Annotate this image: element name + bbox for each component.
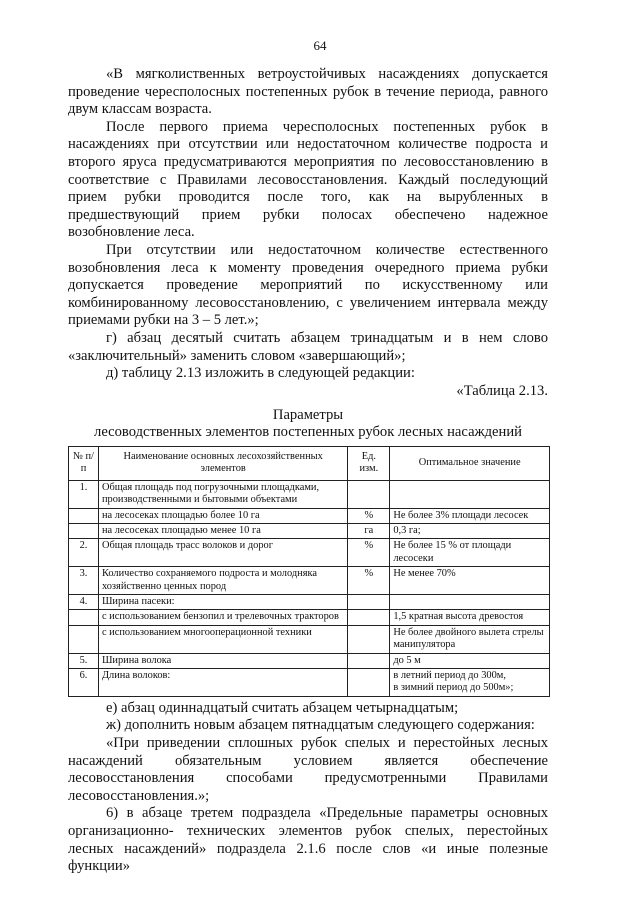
table-caption-title: Параметры	[272, 407, 344, 424]
cell-name: Ширина волока	[98, 653, 347, 668]
cell-num: 3.	[69, 567, 99, 595]
paragraph-7: ж) дополнить новым абзацем пятнадцатым следующего содержания:	[106, 717, 535, 734]
cell-num	[69, 523, 99, 538]
cell-name: Общая площадь под погрузочными площадками, производственными и бытовыми объектами	[98, 480, 347, 508]
table-row	[69, 625, 550, 653]
table-row	[69, 480, 550, 508]
cell-value	[390, 480, 550, 508]
cell-value	[390, 594, 550, 609]
cell-unit	[348, 610, 390, 625]
paragraph-3: При отсутствии или недостаточном количестве естественного возобновления леса к моменту проведения очередного приема рубки допускается проведение мероприятий по искусственному или комбинированному лесовосстановлению, с увеличением интервала между приемами рубки на 3 – 5 лет.»;	[68, 241, 548, 329]
paragraph-4: г) абзац десятый считать абзацем тринадцатым и в нем слово «заключительный» заменить словом «завершающий»;	[68, 329, 548, 364]
cell-unit	[348, 668, 390, 696]
cell-value: Не более двойного вылета стрелы манипулятора	[390, 625, 550, 653]
table-row	[69, 594, 550, 609]
cell-name: на лесосеках площадью менее 10 га	[98, 523, 347, 538]
cell-unit: %	[348, 567, 390, 595]
header-num: № п/п	[69, 446, 99, 480]
cell-num	[69, 625, 99, 653]
page-number: 64	[313, 38, 327, 53]
parameters-table	[68, 446, 550, 697]
table-row	[69, 653, 550, 668]
paragraph-8: «При приведении сплошных рубок спелых и перестойных лесных насаждений обязательным условием является обеспечение лесовосстановления способами предусмотренными Правилами лесовосстановления.»;	[68, 734, 548, 804]
cell-unit	[348, 625, 390, 653]
cell-value: 1,5 кратная высота древостоя	[390, 610, 550, 625]
cell-name: на лесосеках площадью более 10 га	[98, 508, 347, 523]
cell-unit	[348, 653, 390, 668]
cell-unit	[348, 480, 390, 508]
cell-value: Не более 15 % от площади лесосеки	[390, 539, 550, 567]
header-unit: Ед. изм.	[348, 446, 390, 480]
cell-name: Ширина пасеки:	[98, 594, 347, 609]
cell-name: с использованием многооперационной техники	[98, 625, 347, 653]
paragraph-5: д) таблицу 2.13 изложить в следующей редакции:	[106, 365, 415, 382]
cell-num: 6.	[69, 668, 99, 696]
paragraph-9: 6) в абзаце третем подраздела «Предельные параметры основных организационно- технических элементов рубок спелых, перестойных лесных насаждений» подраздела 2.1.6 после слов «и иные полезные функции»	[68, 805, 548, 875]
cell-name: Длина волоков:	[98, 668, 347, 696]
paragraph-2: После первого приема чересполосных постепенных рубок в насаждениях при отсутствии или недостаточном количестве подроста и второго яруса предусматриваются мероприятия по лесовосстановлению в соответствие с Правилами лесовосстановления. Каждый последующий прием рубки проводится после того, как на вырубленных в предшествующий прием рубки полосах обеспечено надежное возобновление леса.	[68, 118, 548, 241]
table-header-row	[69, 446, 550, 480]
cell-num: 5.	[69, 653, 99, 668]
cell-name: Общая площадь трасс волоков и дорог	[98, 539, 347, 567]
table-row	[69, 508, 550, 523]
cell-name: с использованием бензопил и трелевочных тракторов	[98, 610, 347, 625]
table-row	[69, 523, 550, 538]
cell-value: до 5 м	[390, 653, 550, 668]
table-row	[69, 610, 550, 625]
paragraph-1: «В мягколиственных ветроустойчивых насаждениях допускается проведение чересполосных постепенных рубок в течение периода, равного двум классам возраста.	[68, 66, 548, 118]
cell-num: 4.	[69, 594, 99, 609]
cell-num: 1.	[69, 480, 99, 508]
table-caption-subtitle: лесоводственных элементов постепенных рубок лесных насаждений	[94, 424, 522, 441]
header-name: Наименование основных лесохозяйственных элементов	[98, 446, 347, 480]
table-label: «Таблица 2.13.	[456, 382, 548, 399]
table-row	[69, 539, 550, 567]
header-value: Оптимальное значение	[390, 446, 550, 480]
cell-unit: %	[348, 539, 390, 567]
document-body	[68, 66, 548, 876]
paragraph-6: е) абзац одиннадцатый считать абзацем четырнадцатым;	[106, 699, 459, 716]
cell-num	[69, 508, 99, 523]
cell-name: Количество сохраняемого подроста и молодняка хозяйственно ценных пород	[98, 567, 347, 595]
cell-value: 0,3 га;	[390, 523, 550, 538]
table-row	[69, 567, 550, 595]
cell-value: Не менее 70%	[390, 567, 550, 595]
cell-num: 2.	[69, 539, 99, 567]
cell-unit: %	[348, 508, 390, 523]
table-row	[69, 668, 550, 696]
cell-unit: га	[348, 523, 390, 538]
cell-unit	[348, 594, 390, 609]
cell-value: Не более 3% площади лесосек	[390, 508, 550, 523]
cell-num	[69, 610, 99, 625]
cell-value: в летний период до 300м, в зимний период до 500м»;	[390, 668, 550, 696]
